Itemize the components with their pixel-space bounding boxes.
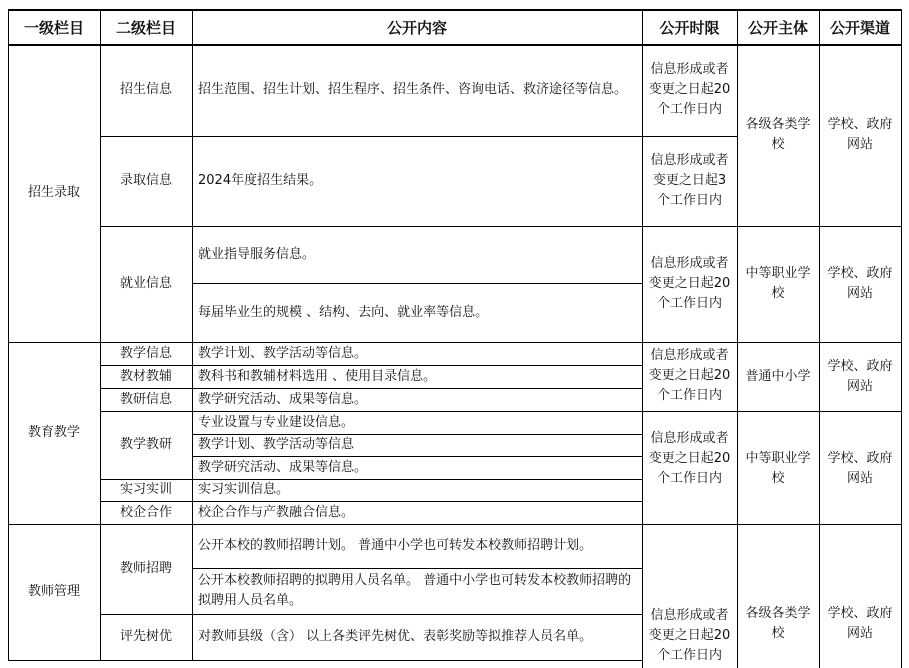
rule	[8, 342, 901, 343]
channel-teaching-1: 学校、政府网站	[827, 358, 893, 394]
time-teaching-2: 信息形成或者变更之日起20个工作日内	[648, 431, 731, 486]
content-enroll-info: 招生范围、招生计划、招生程序、招生条件、咨询电话、救济途径等信息。	[198, 82, 628, 97]
rule	[100, 501, 642, 502]
subject-teaching-2: 中等职业学校	[745, 451, 811, 486]
rule	[100, 479, 642, 480]
rule	[737, 9, 738, 668]
time-staff: 信息形成或者变更之日起20个工作日内	[648, 608, 731, 663]
time-teaching-1: 信息形成或者变更之日起20个工作日内	[648, 348, 731, 403]
subject-staff: 各级各类学校	[745, 606, 811, 641]
rule	[192, 434, 642, 435]
level2-enroll-info: 招生信息	[119, 82, 172, 97]
rule	[100, 136, 642, 137]
channel-teaching-2: 学校、政府网站	[827, 451, 893, 486]
rule	[100, 226, 901, 227]
rule	[100, 9, 101, 660]
content-industry: 校企合作与产教融合信息。	[198, 504, 355, 520]
time-employment: 信息形成或者变更之日起20个工作日内	[648, 256, 731, 311]
level2-research: 教研信息	[119, 391, 172, 407]
content-internship: 实习实训信息。	[198, 482, 290, 497]
level2-awards: 评先树优	[119, 629, 172, 644]
level2-teaching-info: 教学信息	[119, 345, 172, 361]
rule	[100, 365, 642, 366]
level2-industry: 校企合作	[119, 504, 172, 520]
time-admission: 信息形成或者变更之日起3个工作日内	[650, 153, 729, 208]
level1-enroll: 招生录取	[27, 185, 80, 200]
content-teaching-research-1: 专业设置与专业建设信息。	[198, 414, 355, 430]
rule	[192, 456, 642, 457]
level1-staff: 教师管理	[27, 584, 80, 599]
time-enroll-info: 信息形成或者变更之日起20个工作日内	[648, 62, 731, 117]
rule	[819, 9, 820, 668]
subject-enroll: 各级各类学校	[745, 117, 811, 152]
level2-admission: 录取信息	[119, 173, 172, 188]
header-subject: 公开主体	[747, 18, 808, 37]
rule-header-bottom	[8, 44, 901, 46]
rule	[100, 411, 901, 412]
content-employment-2: 每届毕业生的规模 、结构、去向、就业率等信息。	[198, 304, 489, 320]
content-admission: 2024年度招生结果。	[198, 173, 323, 188]
content-recruitment-1: 公开本校的教师招聘计划。 普通中小学也可转发本校教师招聘计划。	[198, 538, 593, 553]
channel-employment: 学校、政府网站	[827, 266, 893, 301]
rule	[901, 9, 902, 668]
rule	[192, 283, 642, 284]
content-employment-1: 就业指导服务信息。	[198, 246, 316, 262]
header-content: 公开内容	[386, 18, 447, 37]
rule-top	[8, 9, 901, 11]
level2-teaching-research: 教学教研	[119, 437, 172, 452]
subject-employment: 中等职业学校	[745, 266, 811, 301]
channel-staff: 学校、政府网站	[827, 606, 893, 641]
rule	[642, 9, 643, 668]
level2-employment: 就业信息	[119, 276, 172, 291]
rule	[192, 9, 193, 660]
subject-teaching-1: 普通中小学	[745, 368, 811, 384]
rule	[8, 9, 9, 660]
level2-internship: 实习实训	[119, 482, 172, 497]
header-time: 公开时限	[659, 18, 720, 37]
content-teaching-info: 教学计划、教学活动等信息。	[198, 345, 368, 361]
rule	[100, 388, 642, 389]
content-awards: 对教师县级（含） 以上各类评先树优、表彰奖励等拟推荐人员名单。	[198, 629, 593, 644]
content-research: 教学研究活动、成果等信息。	[198, 391, 368, 407]
level1-teaching: 教育教学	[27, 425, 80, 440]
content-textbooks: 教科书和教辅材料选用 、使用目录信息。	[198, 368, 437, 384]
content-recruitment-2: 公开本校教师招聘的拟聘用人员名单。 普通中小学也可转发本校教师招聘的拟聘用人员名单。	[198, 573, 632, 608]
rule	[192, 568, 642, 569]
rule	[8, 524, 901, 525]
level2-textbooks: 教材教辅	[119, 368, 172, 384]
level2-recruitment: 教师招聘	[119, 561, 172, 576]
content-teaching-research-3: 教学研究活动、成果等信息。	[198, 459, 368, 475]
rule	[8, 660, 642, 661]
rule	[642, 136, 737, 137]
header-level2: 二级栏目	[115, 18, 176, 37]
content-teaching-research-2: 教学计划、教学活动等信息	[198, 437, 355, 452]
header-level1: 一级栏目	[23, 18, 84, 37]
channel-enroll: 学校、政府网站	[827, 117, 893, 152]
rule	[100, 614, 642, 615]
header-channel: 公开渠道	[829, 18, 890, 37]
